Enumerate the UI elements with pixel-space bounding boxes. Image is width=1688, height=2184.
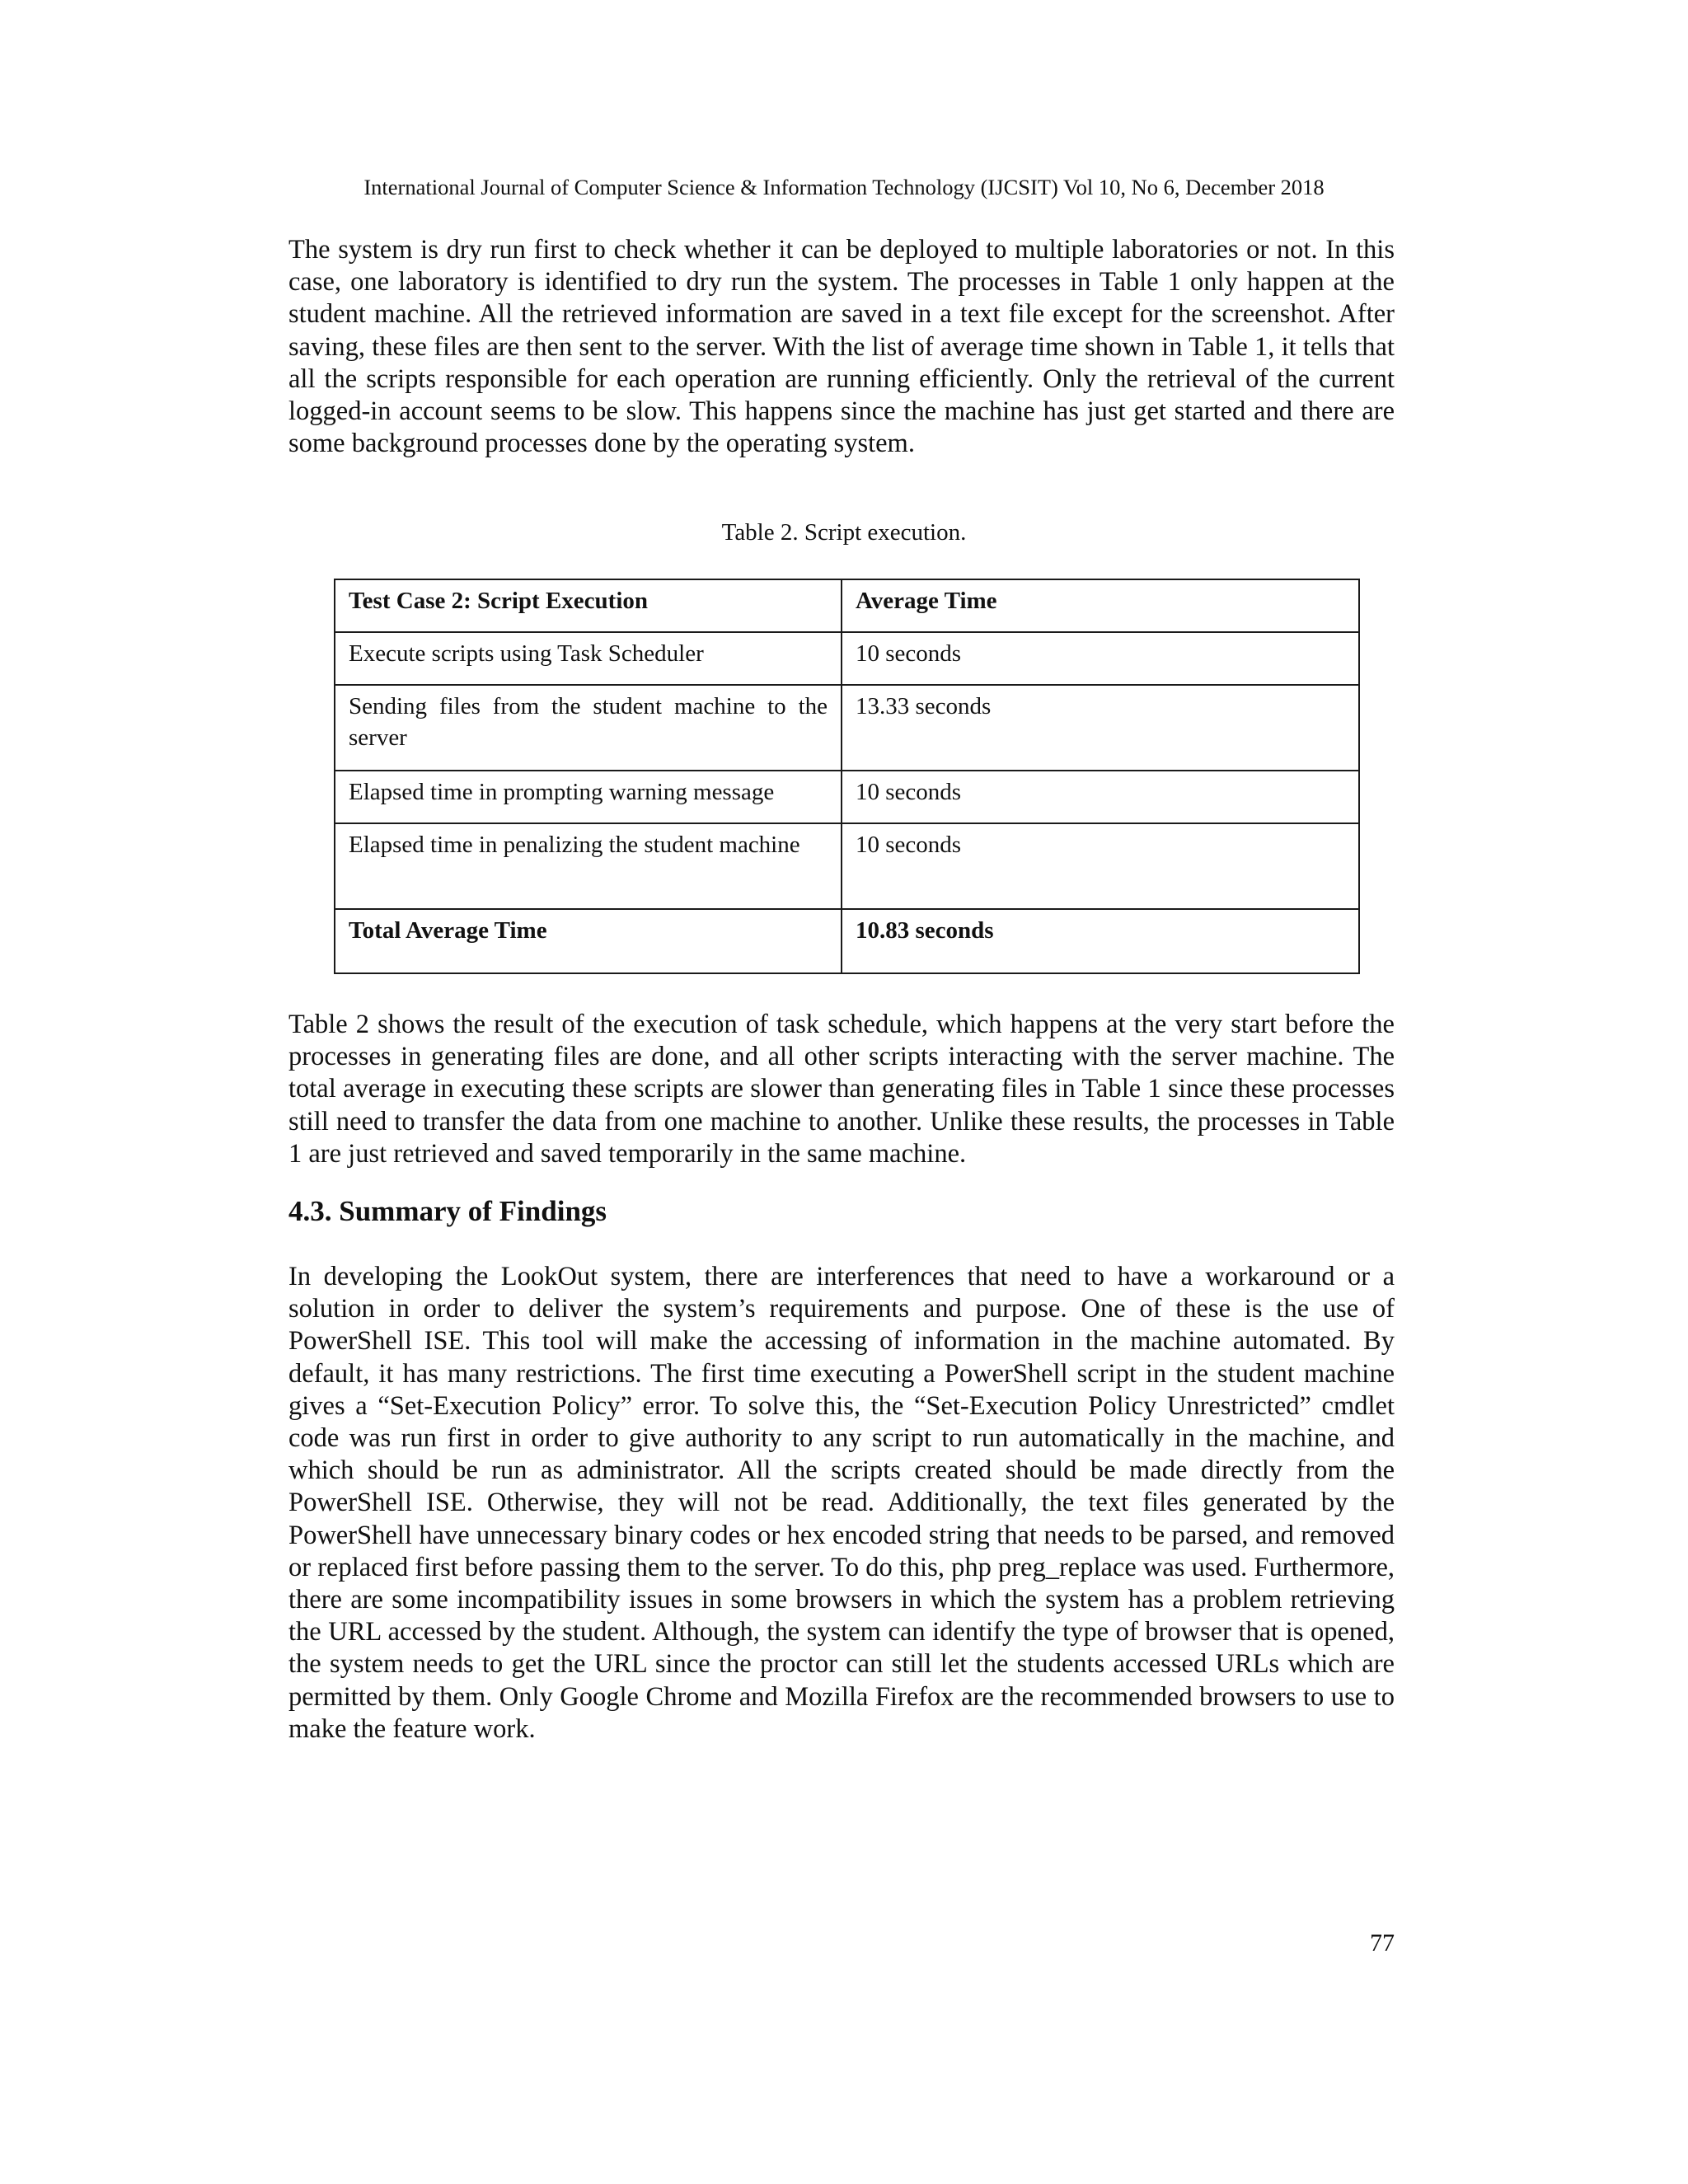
table-discussion-paragraph: Table 2 shows the result of the execution of task schedule, which happens at the very start before the processes in generating files are done, and all other scripts interacting with the server machine. The total average in executing these scripts are slower than generating files in Table 1 since these processes still need to transfer the data from one machine to another. Unlike these results, the processes in Table 1 are just retrieved and saved temporarily in the same machine. [288,1010,1395,1169]
table-cell: Execute scripts using Task Scheduler [335,632,842,685]
table-header-cell: Test Case 2: Script Execution [335,579,842,632]
table-total-label: Total Average Time [335,909,842,973]
table-row [335,632,1359,685]
table-total-value: 10.83 seconds [842,909,1359,973]
running-header: International Journal of Computer Science & Information Technology (IJCSIT) Vol 10, No 6, December 2018 [363,175,1325,199]
intro-paragraph: The system is dry run first to check whether it can be deployed to multiple laboratories or not. In this case, one laboratory is identified to dry run the system. The processes in Table 1 only happen at the student machine. All the retrieved information are saved in a text file except for the screenshot. After saving, these files are then sent to the server. With the list of average time shown in Table 1, it tells that all the scripts responsible for each operation are running efficiently. Only the retrieval of the current logged-in account seems to be slow. This happens since the machine has just get started and there are some background processes done by the operating system. [288,235,1395,459]
table-cell: Elapsed time in prompting warning message [335,771,842,823]
table-cell: 10 seconds [842,771,1359,823]
table-total-row [335,909,1359,973]
section-heading: 4.3. Summary of Findings [288,1195,607,1227]
table-cell: Sending files from the student machine to the server [335,685,842,771]
table-header-row [335,579,1359,632]
table-row [335,685,1359,771]
table-header-cell: Average Time [842,579,1359,632]
table-row [335,823,1359,909]
table-cell: Elapsed time in penalizing the student machine [335,823,842,909]
page-number: 77 [1370,1929,1395,1957]
script-execution-table [334,579,1360,974]
findings-paragraph: In developing the LookOut system, there are interferences that need to have a workaround or a solution in order to deliver the system’s requirements and purpose. One of these is the use of PowerShell ISE. This tool will make the accessing of information in the machine automated. By default, it has many restrictions. The first time executing a PowerShell script in the student machine gives a “Set-Execution Policy” error. To solve this, the “Set-Execution Policy Unrestricted” cmdlet code was run first in order to give authority to any script to run automatically in the machine, and which should be run as administrator. All the scripts created should be made directly from the PowerShell ISE. Otherwise, they will not be read. Additionally, the text files generated by the PowerShell have unnecessary binary codes or hex encoded string that needs to be parsed, and removed or replaced first before passing them to the server. To do this, php preg_replace was used. Furthermore, there are some incompatibility issues in some browsers in which the system has a problem retrieving the URL accessed by the student. Although, the system can identify the type of browser that is opened, the system needs to get the URL since the proctor can still let the students accessed URLs which are permitted by them. Only Google Chrome and Mozilla Firefox are the recommended browsers to use to make the feature work. [288,1262,1395,1744]
table-row [335,771,1359,823]
table-cell: 10 seconds [842,632,1359,685]
table-caption: Table 2. Script execution. [721,519,967,546]
table-cell: 13.33 seconds [842,685,1359,771]
table-cell: 10 seconds [842,823,1359,909]
